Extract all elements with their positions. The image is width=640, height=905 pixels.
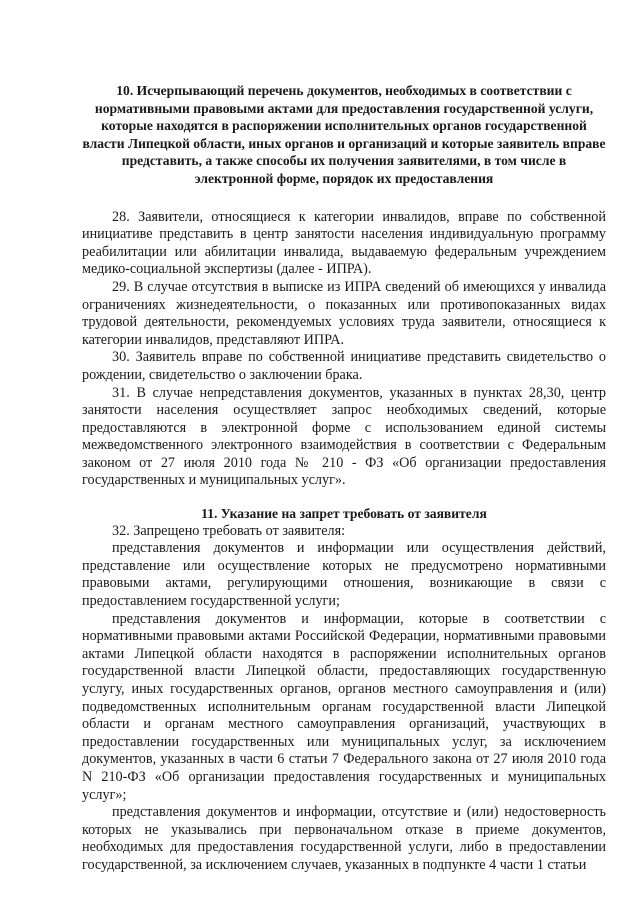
prohibition-item-2: представления документов и информации, которые в соответствии с нормативными правовыми актами Российской Федерации, нормативными правовыми актами Липецкой области находятся в распоряжении исполнительных органов государственной власти Липецкой области, предоставляющих государственную услугу, иных государственных органов, органов местного самоуправления и (или) подведомственных исполнительным органам государственной власти Липецкой области и органам местного самоуправления организаций, участвующих в предоставлении государственных или муниципальных услуг, за исключением документов, указанных в части 6 статьи 7 Федерального закона от 27 июля 2010 года N 210-ФЗ «Об организации предоставления государственных и муниципальных услуг»; [82,610,606,803]
prohibition-item-3: представления документов и информации, отсутствие и (или) недостоверность которых не указывались при первоначальном отказе в приеме документов, необходимых для предоставления государственной услуги, либо в предоставлении государственной, за исключением случаев, указанных в подпункте 4 части 1 статьи [82,804,606,873]
paragraph-30: 30. Заявитель вправе по собственной инициативе представить свидетельство о рождении, свидетельство о заключении брака. [82,349,606,383]
section-10-heading: 10. Исчерпывающий перечень документов, необходимых в соответствии с нормативными правовыми актами для предоставления государственной услуги, которые находятся в распоряжении исполнительных органов государственной власти Липецкой области, иных органов и организаций и которые заявитель вправе представить, а также способы их получения заявителями, в том числе в электронной форме, порядок их предоставления [82,83,606,186]
paragraph-32: 32. Запрещено требовать от заявителя: [112,522,346,539]
document-page [82,82,606,882]
prohibition-item-1: представления документов и информации или осуществления действий, представление или осуществление которых не предусмотрено нормативными правовыми актами, регулирующими отношения, возникающие в связи с предоставлением государственной услуги; [82,540,606,610]
paragraph-28: 28. Заявители, относящиеся к категории инвалидов, вправе по собственной инициативе представить в центр занятости населения индивидуальную программу реабилитации или абилитации инвалида, выдаваемую федеральным учреждением медико-социальной экспертизы (далее - ИПРА). [82,208,606,278]
section-11-heading: 11. Указание на запрет требовать от заявителя [201,506,487,522]
paragraph-29: 29. В случае отсутствия в выписке из ИПРА сведений об имеющихся у инвалида ограничениях жизнедеятельности, о показанных или противопоказанных видах трудовой деятельности, рекомендуемых условиях труда заявители, относящиеся к категории инвалидов, представляют ИПРА. [82,278,606,348]
paragraph-31: 31. В случае непредставления документов, указанных в пунктах 28,30, центр занятости населения осуществляет запрос необходимых сведений, которые предоставляются в электронной форме с использованием единой системы межведомственного электронного взаимодействия в соответствии с Федеральным законом от 27 июля 2010 года № 210 - ФЗ «Об организации предоставления государственных и муниципальных услуг». [82,384,606,489]
